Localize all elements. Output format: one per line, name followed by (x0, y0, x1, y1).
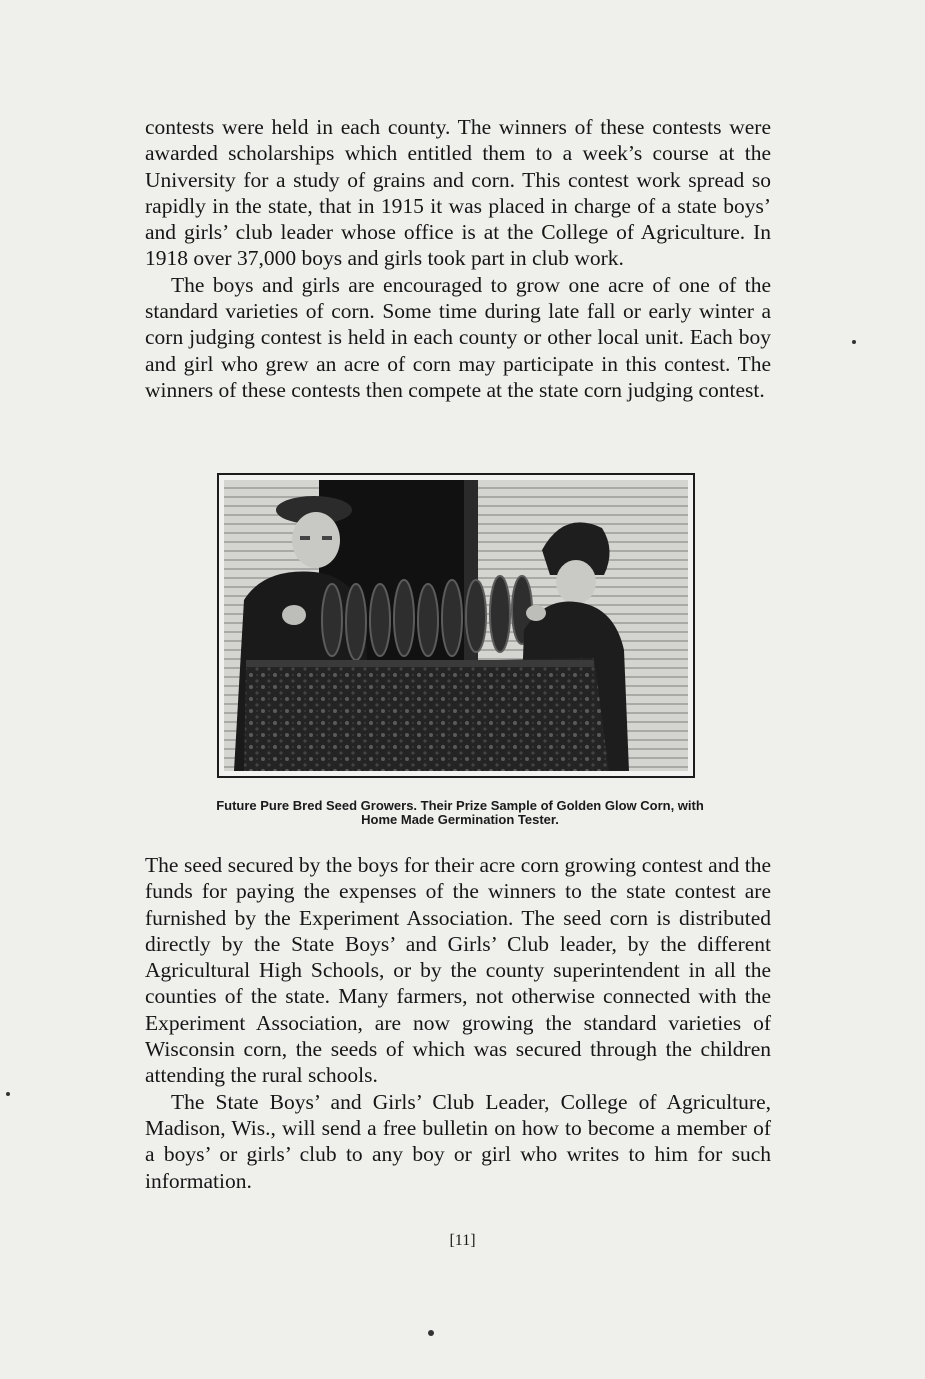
figure-caption (140, 799, 780, 827)
bottom-text-block (145, 852, 771, 1194)
page-number: [11] (449, 1232, 476, 1249)
ink-speck (428, 1330, 434, 1336)
paragraph-contests: contests were held in each county. The winners of these contests were awarded scholarships which entitled them to a week’s course at the University for a study of grains and corn. This contest work spread so rapidly in the state, that in 1915 it was placed in charge of a state boys’ and girls’ club leader whose office is at the College of Agriculture. In 1918 over 37,000 boys and girls took part in club work. (145, 115, 771, 271)
ink-speck (6, 1092, 10, 1096)
paragraph-seed-secured: The seed secured by the boys for their acre corn growing contest and the funds for paying the expenses of the winners to the state contest are furnished by the Experiment Association. The seed corn is distributed directly by the State Boys’ and Girls’ Club leader, by the different Agricultural High Schools, or by the county superintendent in all the counties of the state. Many farmers, not otherwise connected with the Experiment Association, are now growing the standard varieties of Wisconsin corn, the seeds of which was secured through the children attending the rural schools. (145, 853, 771, 1088)
paragraph-club-leader: The State Boys’ and Girls’ Club Leader, College of Agriculture, Madison, Wis., will send a free bulletin on how to become a member of a boys’ or girls’ club to any boy or girl who writes to him for such information. (145, 1089, 771, 1193)
caption-line-2: Home Made Germination Tester. (361, 812, 559, 827)
ink-speck (852, 340, 856, 344)
top-text-block (145, 114, 771, 403)
photo-frame (217, 473, 695, 778)
photo-boys-with-corn (224, 480, 688, 771)
caption-line-1: Future Pure Bred Seed Growers. Their Prize Sample of Golden Glow Corn, with (216, 798, 704, 813)
paragraph-acre-corn: The boys and girls are encouraged to grow one acre of one of the standard varieties of corn. Some time during late fall or early winter a corn judging contest is held in each county or other local unit. Each boy and girl who grew an acre of corn may participate in this contest. The winners of these contests then compete at the state corn judging contest. (145, 272, 771, 402)
